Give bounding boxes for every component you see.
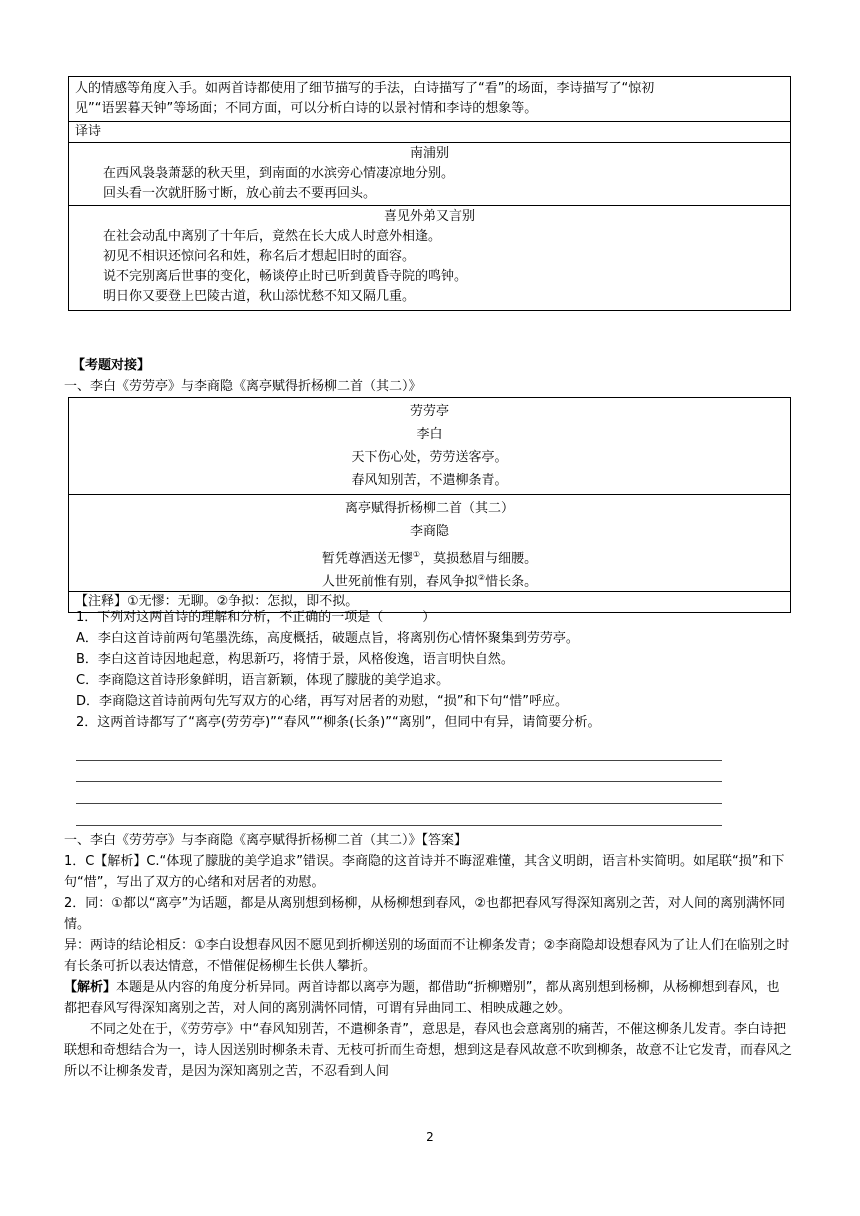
- analysis-paragraph-2: 不同之处在于，《劳劳亭》中“春风知别苦，不遣柳条青”，意思是，春风也会意离别的痛苦，不催这柳条儿发青。李白诗把联想和奇想结合为一，诗人因送别时柳条未青、无枝可折而生奇想，想到这是春风故意不吹到柳条，故意不让它发青，而春风之所以不让柳条发青，是因为深知离别之苦，不忍看到人间: [64, 1022, 793, 1079]
- section-heading: 【考题对接】: [72, 358, 151, 373]
- footnote-mark: ②: [477, 573, 486, 582]
- poem-text: 暂凭尊酒送无憀: [321, 551, 413, 567]
- poem2-translation: [69, 205, 790, 310]
- translation-line: 明日你又要登上巴陵古道，秋山添忧愁不知又隔几重。: [103, 289, 416, 304]
- poem-line: [69, 566, 790, 589]
- translation-line: 在社会动乱中离别了十年后，竟然在长大成人时意外相逢。: [103, 229, 442, 244]
- answer-2-same: 2．同：①都以“离亭”为话题，都是从离别想到杨柳，从杨柳想到春风，②也都把春风写得深知离别之苦，对人间的离别满怀同情。: [64, 896, 786, 932]
- translation-table: [68, 76, 791, 311]
- answer-section: [64, 830, 792, 1082]
- intro-row: [69, 77, 790, 121]
- intro-line: 人的情感等角度入手。如两首诗都使用了细节描写的手法，白诗描写了“看”的场面，李诗描写了“惊初: [75, 81, 655, 96]
- question-2: 2．这两首诗都写了“离亭(劳劳亭)”“春风”“柳条(长条)”“离别”，但同中有异，请简要分析。: [76, 715, 601, 730]
- analysis-text: 本题是从内容的角度分析异同。两首诗都以离亭为题，都借助“折柳赠别”，都从离别想到杨柳，从杨柳想到春风，也都把春风写得深知离别之苦，对人间的离别满怀同情，可谓有异曲同工、相映成趣之妙。: [64, 980, 780, 1016]
- analysis-paragraph: [64, 977, 792, 1019]
- poem1-translation: [69, 142, 790, 205]
- poem1-cell: [69, 398, 790, 494]
- answer-2-diff: 异：两诗的结论相反：①李白设想春风因不愿见到折柳送别的场面而不让柳条发青；②李商隐却设想春风为了让人们在临别之时有长条可折以表达情意，不惜催促杨柳生长供人攀折。: [64, 938, 790, 974]
- translation-line: 初见不相识还惊问名和姓，称名后才想起旧时的面容。: [103, 249, 416, 264]
- translation-label-row: [69, 121, 790, 142]
- answer-1: 1．C【解析】C.“体现了朦胧的美学追求”错误。李商隐的这首诗并不晦涩难懂，其含义明朗，语言朴实简明。如尾联“损”和下句“惜”，写出了双方的心绪和对居者的劝慰。: [64, 854, 785, 890]
- note-text: 【注释】①无憀：无聊。②争拟：怎拟，即不拟。: [75, 594, 359, 609]
- poem2-cell: [69, 494, 790, 591]
- analysis-label: 【解析】: [64, 980, 117, 995]
- poem-text: ，莫损愁眉与细腰。: [420, 551, 538, 567]
- poem-author: 李白: [416, 427, 443, 442]
- poem-text: 人世死前惟有别，春风争拟: [321, 574, 478, 590]
- option-d: D．李商隐这首诗前两句先写双方的心绪，再写对居者的劝慰，“损”和下句“惜”呼应。: [76, 694, 568, 709]
- footnote-mark: ①: [412, 550, 421, 559]
- poem-title: 喜见外弟又言别: [383, 209, 475, 224]
- question-list: [76, 607, 796, 733]
- poem-author: 李商隐: [409, 524, 449, 539]
- translation-line: 在西风袅袅萧瑟的秋天里，到南面的水滨旁心情凄凉地分别。: [103, 166, 455, 181]
- question-1: 1．下列对这两首诗的理解和分析，不正确的一项是（ ）: [76, 610, 436, 625]
- poem-title: 南浦别: [409, 146, 449, 161]
- poem-text: 惜长条。: [485, 574, 538, 590]
- answer-blank-line[interactable]: [76, 825, 722, 826]
- answer-blank-line[interactable]: [76, 781, 722, 782]
- poem-line: [69, 543, 790, 566]
- poem-line: 天下伤心处，劳劳送客亭。: [351, 450, 508, 465]
- translation-line: 说不完别离后世事的变化，畅谈停止时已听到黄昏寺院的鸣钟。: [103, 269, 468, 284]
- option-a: A．李白这首诗前两句笔墨洗练，高度概括，破题点旨，将离别伤心情怀聚集到劳劳亭。: [76, 631, 579, 646]
- option-c: C．李商隐这首诗形象鲜明，语言新颖，体现了朦胧的美学追求。: [76, 673, 450, 688]
- answer-title: 一、李白《劳劳亭》与李商隐《离亭赋得折杨柳二首（其二）》【答案】: [64, 833, 468, 848]
- page-number: 2: [426, 1130, 434, 1144]
- option-b: B．李白这首诗因地起意，构思新巧，将情于景，风格俊逸，语言明快自然。: [76, 652, 514, 667]
- answer-blank-line[interactable]: [76, 803, 722, 804]
- intro-line: 见”“语罢暮天钟”等场面；不同方面，可以分析白诗的以景衬情和李诗的想象等。: [75, 101, 538, 116]
- poem-title: 离亭赋得折杨柳二首（其二）: [344, 501, 514, 516]
- poem-table: [68, 397, 791, 613]
- answer-blank-line[interactable]: [76, 760, 722, 761]
- translation-line: 回头看一次就肝肠寸断，放心前去不要再回头。: [103, 186, 377, 201]
- poem-title: 劳劳亭: [409, 404, 449, 419]
- poem-line: 春风知别苦，不遣柳条青。: [351, 473, 508, 488]
- translation-label: 译诗: [75, 124, 102, 139]
- section-title: 一、李白《劳劳亭》与李商隐《离亭赋得折杨柳二首（其二）》: [64, 379, 422, 394]
